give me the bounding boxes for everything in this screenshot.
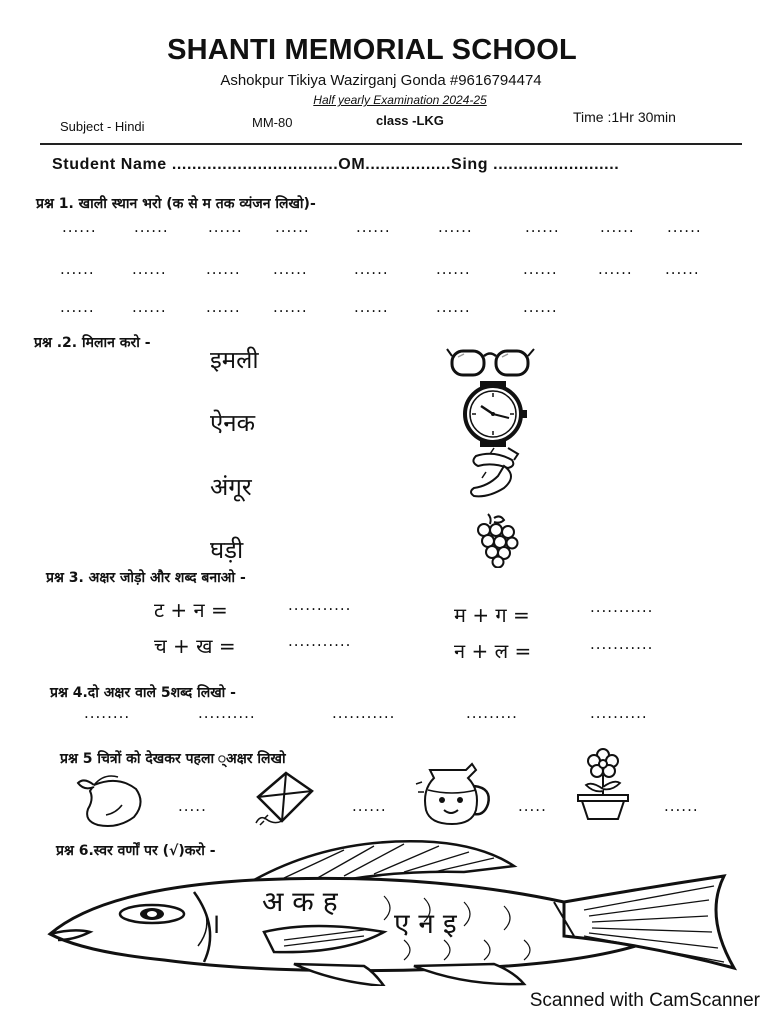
blank-r2-c7: ...... <box>523 260 558 278</box>
picture-blank-1: ..... <box>178 797 207 815</box>
join-blank-4: ........... <box>590 635 654 653</box>
blank-r1-c8: ...... <box>600 218 635 236</box>
match-word-1: इमली <box>210 346 259 374</box>
blank-r1-c3: ...... <box>208 218 243 236</box>
join-item-2: म + ग = <box>454 603 530 627</box>
kite-icon <box>252 769 316 829</box>
exam-title: Half yearly Examination 2024-25 <box>313 93 487 107</box>
join-item-1: ट + न = <box>154 598 228 622</box>
join-blank-1: ........... <box>288 596 352 614</box>
picture-blank-3: ..... <box>518 797 547 815</box>
word-blank-5: .......... <box>590 704 648 722</box>
flower-pot-icon <box>572 747 634 821</box>
blank-r1-c4: ...... <box>275 218 310 236</box>
blank-r1-c9: ...... <box>667 218 702 236</box>
blank-r2-c1: ...... <box>60 260 95 278</box>
fish-mark: । <box>210 907 221 940</box>
subject-label: Subject - Hindi <box>60 119 145 134</box>
question-4-title: प्रश्न 4.दो अक्षर वाले 5शब्द लिखो - <box>50 685 236 701</box>
join-blank-2: ........... <box>590 598 654 616</box>
blank-r2-c4: ...... <box>273 260 308 278</box>
blank-r3-c7: ...... <box>523 298 558 316</box>
camscanner-footer: Scanned with CamScanner <box>529 990 760 1011</box>
blank-r2-c5: ...... <box>354 260 389 278</box>
word-blank-1: ........ <box>84 704 131 722</box>
header-divider <box>40 143 742 145</box>
question-1-title: प्रश्न 1. खाली स्थान भरो (क से म तक व्यंजन लिखो)- <box>36 196 316 212</box>
picture-blank-2: ...... <box>352 797 387 815</box>
school-name: SHANTI MEMORIAL SCHOOL <box>167 34 577 66</box>
time-label: Time :1Hr 30min <box>573 109 676 125</box>
blank-r1-c1: ...... <box>62 218 97 236</box>
join-item-3: च + ख = <box>154 634 236 658</box>
blank-r2-c2: ...... <box>132 260 167 278</box>
tamarind-icon <box>464 446 524 504</box>
blank-r2-c9: ...... <box>665 260 700 278</box>
blank-r3-c5: ...... <box>354 298 389 316</box>
class-label: class -LKG <box>376 113 444 128</box>
blank-r2-c8: ...... <box>598 260 633 278</box>
match-word-2: ऐनक <box>210 409 256 437</box>
question-5-title: प्रश्न 5 चित्रों को देखकर पहला ्अक्षर लिखो <box>60 751 286 767</box>
question-2-title: प्रश्न .2. मिलान करो - <box>34 335 151 351</box>
blank-r3-c2: ...... <box>132 298 167 316</box>
question-3-title: प्रश्न 3. अक्षर जोड़ो और शब्द बनाओ - <box>46 570 246 586</box>
mango-icon <box>74 771 146 831</box>
blank-r3-c1: ...... <box>60 298 95 316</box>
blank-r2-c6: ...... <box>436 260 471 278</box>
school-address: Ashokpur Tikiya Wazirganj Gonda #9616794474 <box>220 72 542 89</box>
blank-r3-c4: ...... <box>273 298 308 316</box>
join-item-4: न + ल = <box>454 639 532 663</box>
fish-letters-top: अ क ह <box>262 885 338 918</box>
jug-icon <box>414 760 496 830</box>
match-word-4: घड़ी <box>210 536 244 564</box>
fish-letters-bottom: ए न इ <box>394 907 457 940</box>
question-6-title: प्रश्न 6.स्वर वर्णों पर (√)करो - <box>56 843 216 859</box>
blank-r1-c2: ...... <box>134 218 169 236</box>
max-marks: MM-80 <box>252 115 293 130</box>
word-blank-4: ......... <box>466 704 518 722</box>
match-word-3: अंगूर <box>210 473 252 501</box>
word-blank-3: ........... <box>332 704 396 722</box>
glasses-icon <box>446 344 536 380</box>
blank-r3-c6: ...... <box>436 298 471 316</box>
student-name-line: Student Name .................................OM.................Sing ......................... <box>52 156 620 173</box>
grapes-icon <box>470 512 524 568</box>
word-blank-2: .......... <box>198 704 256 722</box>
blank-r2-c3: ...... <box>206 260 241 278</box>
picture-blank-4: ...... <box>664 797 699 815</box>
join-blank-3: ........... <box>288 632 352 650</box>
blank-r1-c7: ...... <box>525 218 560 236</box>
blank-r1-c5: ...... <box>356 218 391 236</box>
blank-r3-c3: ...... <box>206 298 241 316</box>
blank-r1-c6: ...... <box>438 218 473 236</box>
watch-icon <box>458 381 534 447</box>
